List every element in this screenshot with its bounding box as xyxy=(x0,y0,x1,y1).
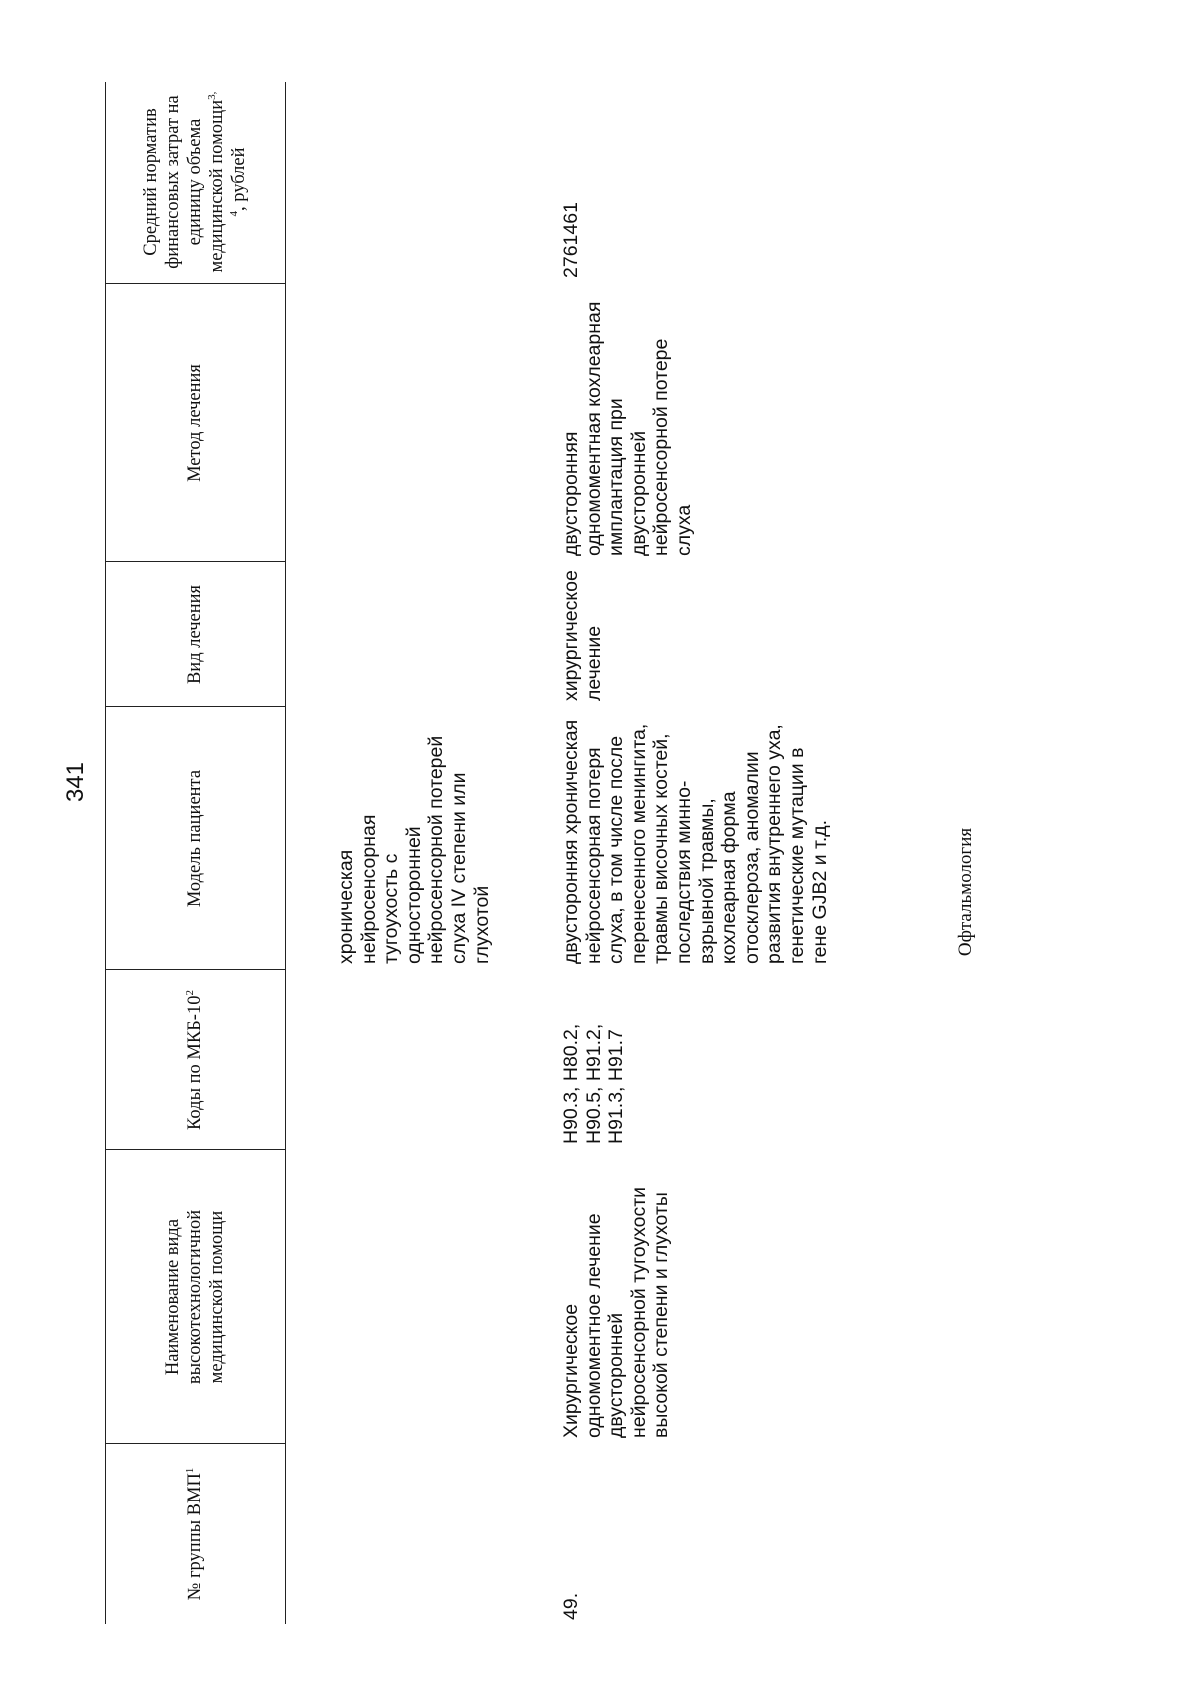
header-bottom-rule xyxy=(285,82,286,1624)
row-treatment-type: хирургическое лечение xyxy=(560,570,605,701)
column-divider xyxy=(105,1443,285,1444)
header-treatment-method: Метод лечения xyxy=(185,364,205,482)
page-number: 341 xyxy=(62,761,89,803)
column-divider xyxy=(105,969,285,970)
column-divider xyxy=(105,1149,285,1150)
header-cost-standard: Средний норматив финансовых затрат на единицу объема медицинской помощи$^{3, 4}$, рублей xyxy=(141,91,249,273)
header-vmp-name: Наименование вида высокотехнологичной медицинской помощи xyxy=(163,1209,227,1385)
header-top-rule xyxy=(105,82,106,1624)
row-vmp-name: Хирургическое одномоментное лечение двусторонней нейросенсорной тугоухости высокой степени и глухоты xyxy=(560,1186,673,1438)
row-treatment-method: двусторонняя одномоментная кохлеарная имплантация при двусторонней нейросенсорной потере слуха xyxy=(560,301,695,556)
column-divider xyxy=(105,706,285,707)
column-divider xyxy=(105,561,285,562)
section-label: Офтальмология xyxy=(955,827,976,957)
continued-patient-model: хроническая нейросенсорная тугоухость с односторонней нейросенсорной потерей слуха IV степени или глухотой xyxy=(335,735,493,964)
header-group-number: № группы ВМП$^1$ xyxy=(183,1467,205,1601)
column-divider xyxy=(105,283,285,284)
header-patient-model: Модель пациента xyxy=(185,769,205,908)
header-treatment-type: Вид лечения xyxy=(185,584,205,685)
header-icd-codes: Коды по МКБ-$10^2$ xyxy=(183,990,205,1130)
row-number: 49. xyxy=(560,1592,582,1620)
row-icd-codes: H90.3, H80.2, H90.5, H91.2, H91.3, H91.7 xyxy=(560,1023,628,1144)
row-cost: 2761461 xyxy=(560,202,582,278)
row-patient-model: двусторонняя хроническая нейросенсорная потеря слуха, в том числе после перенесенного менингита, травмы височных костей, последствия минно-взрывной травмы, кохлеарная форма отосклероза, аномалии развития внутреннего уха, генетические мутации в гене GJB2 и т.д. xyxy=(560,719,831,964)
